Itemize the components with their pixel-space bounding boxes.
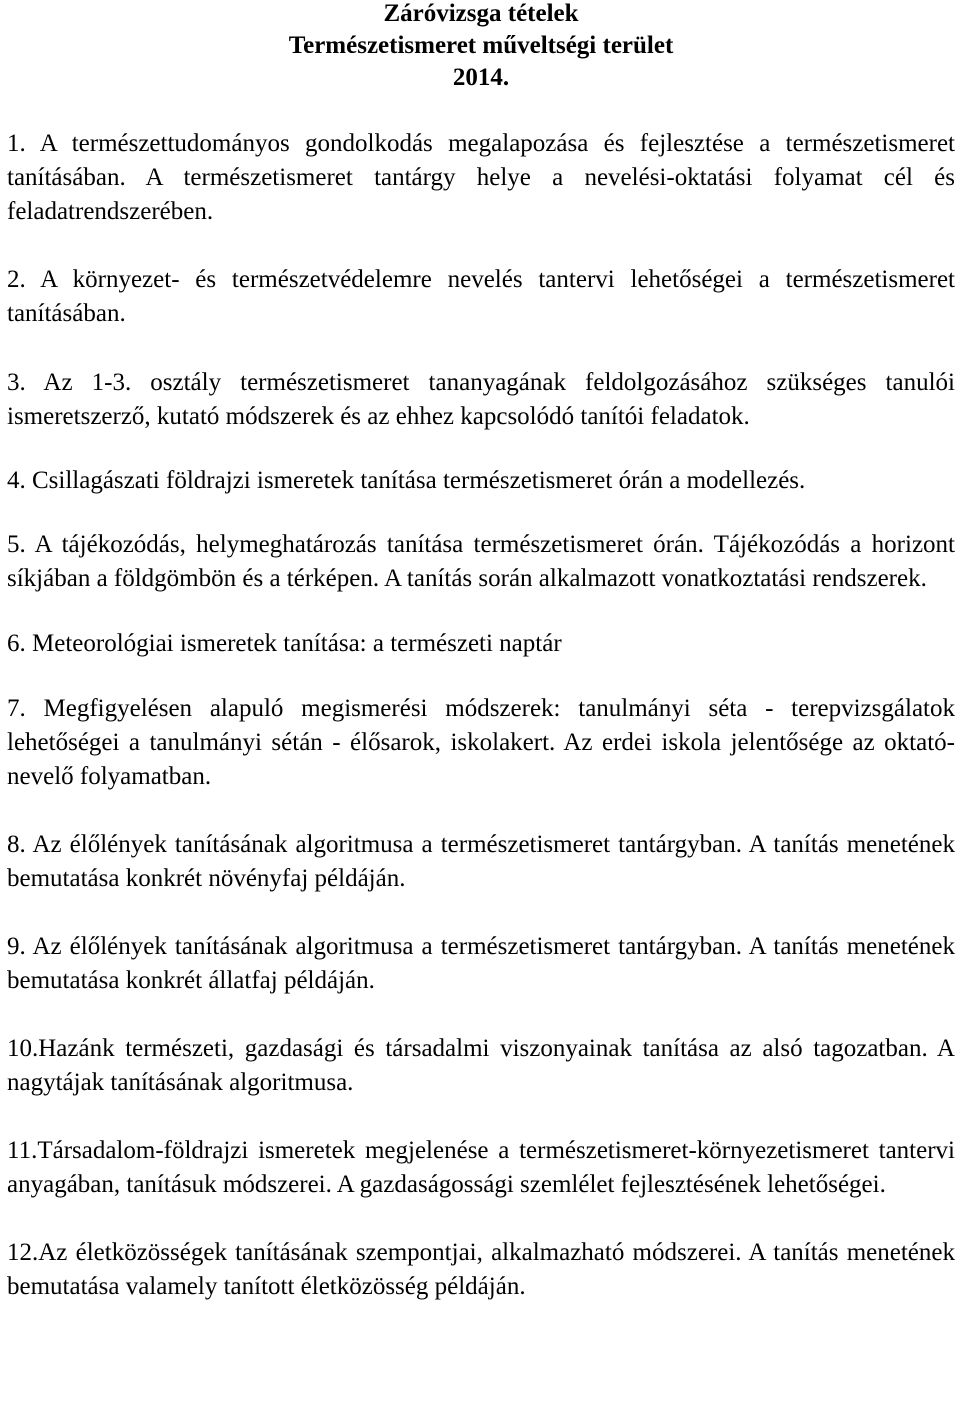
document-page: [7, 0, 955, 1304]
document-title: Záróvizsga tételek: [383, 0, 579, 27]
topic-item-3: 3. Az 1-3. osztály természetismeret tananyagának feldolgozásához szükséges tanulói ismeretszerző, kutató módszerek és az ehhez kapcsolódó tanítói feladatok.: [7, 369, 955, 430]
topic-item-2: 2. A környezet- és természetvédelemre nevelés tantervi lehetőségei a természetismeret tanításában.: [7, 266, 955, 327]
topic-item-10: 10.Hazánk természeti, gazdasági és társadalmi viszonyainak tanítása az alsó tagozatban. A nagytájak tanításának algoritmusa.: [7, 1035, 955, 1096]
topic-item-11: 11.Társadalom-földrajzi ismeretek megjelenése a természetismeret-környezetismeret tantervi anyagában, tanításuk módszerei. A gazdaságossági szemlélet fejlesztésének lehetőségei.: [7, 1137, 955, 1198]
topic-item-5: 5. A tájékozódás, helymeghatározás tanítása természetismeret órán. Tájékozódás a horizont síkjában a földgömbön és a térképen. A tanítás során alkalmazott vonatkoztatási rendszerek.: [7, 531, 955, 592]
topic-item-1: 1. A természettudományos gondolkodás megalapozása és fejlesztése a természetismeret tanításában. A természetismeret tantárgy helye a nevelési-oktatási folyamat cél és feladatrendszerében.: [7, 130, 955, 225]
document-header: [7, 0, 955, 94]
topic-item-9: 9. Az élőlények tanításának algoritmusa a természetismeret tantárgyban. A tanítás menetének bemutatása konkrét állatfaj példáján.: [7, 933, 955, 994]
topic-list: [7, 127, 955, 1304]
topic-item-6: 6. Meteorológiai ismeretek tanítása: a természeti naptár: [7, 630, 562, 657]
topic-item-7: 7. Megfigyelésen alapuló megismerési módszerek: tanulmányi séta - terepvizsgálatok lehetőségei a tanulmányi sétán - élősarok, iskolakert. Az erdei iskola jelentősége az oktató-nevelő folyamatban.: [7, 695, 955, 790]
topic-item-4: 4. Csillagászati földrajzi ismeretek tanítása természetismeret órán a modellezés.: [7, 467, 806, 494]
topic-item-12: 12.Az életközösségek tanításának szempontjai, alkalmazható módszerei. A tanítás menetének bemutatása valamely tanított életközösség példáján.: [7, 1239, 955, 1300]
topic-item-8: 8. Az élőlények tanításának algoritmusa a természetismeret tantárgyban. A tanítás menetének bemutatása konkrét növényfaj példáján.: [7, 831, 955, 892]
document-subtitle: Természetismeret műveltségi terület: [288, 32, 674, 59]
document-year: 2014.: [452, 64, 510, 91]
